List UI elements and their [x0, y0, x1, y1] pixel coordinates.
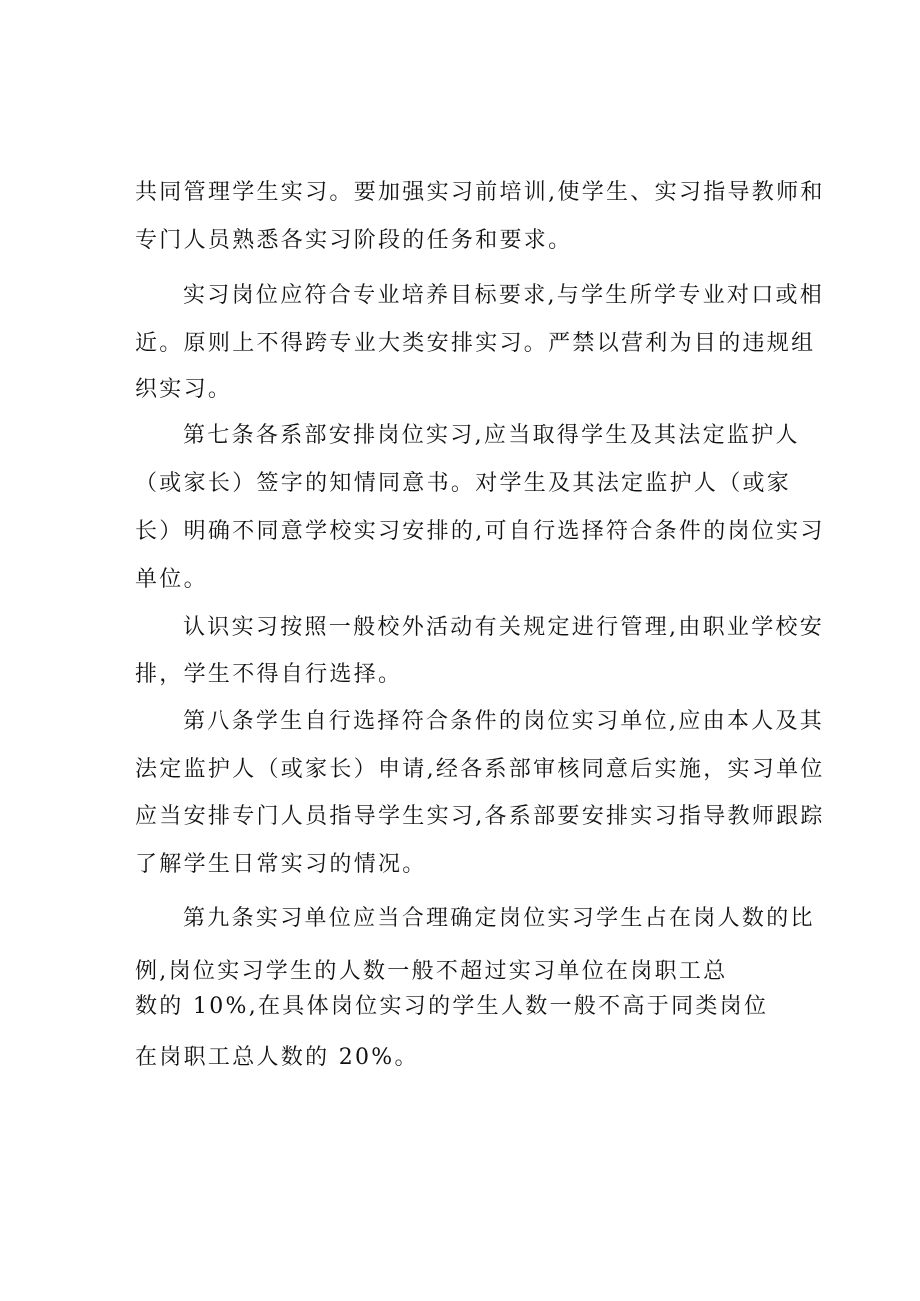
paragraph-line: 数的 10%,在具体岗位实习的学生人数一般不高于同类岗位 — [135, 994, 769, 1019]
paragraph-line: 例,岗位实习学生的人数一般不超过实习单位在岗职工总 — [135, 959, 728, 984]
paragraph-line: 法定监护人（或家长）申请,经各系部审核同意后实施，实习单位 — [135, 757, 825, 782]
paragraph-line: 第九条实习单位应当合理确定岗位实习学生占在岗人数的比 — [183, 906, 815, 931]
paragraph-line: 专门人员熟悉各实习阶段的任务和要求。 — [135, 228, 573, 253]
paragraph-line: 在岗职工总人数的 20%。 — [135, 1045, 419, 1070]
paragraph-line: 应当安排专门人员指导学生实习,各系部要安排实习指导教师跟踪 — [135, 804, 825, 829]
paragraph-line: 实习岗位应符合专业培养目标要求,与学生所学专业对口或相 — [183, 283, 825, 308]
paragraph-line: 长）明确不同意学校实习安排的,可自行选择符合条件的岗位实习 — [135, 519, 825, 544]
paragraph-line: 排，学生不得自行选择。 — [135, 662, 403, 687]
paragraph-line: 第七条各系部安排岗位实习,应当取得学生及其法定监护人 — [183, 423, 800, 448]
paragraph-line: 近。原则上不得跨专业大类安排实习。严禁以营利为目的违规组 — [135, 331, 816, 356]
paragraph-line: 了解学生日常实习的情况。 — [135, 852, 427, 877]
paragraph-line: 共同管理学生实习。要加强实习前培训,使学生、实习指导教师和 — [135, 180, 825, 205]
paragraph-line: 单位。 — [135, 567, 208, 592]
paragraph-line: 认识实习按照一般校外活动有关规定进行管理,由职业学校安 — [183, 615, 825, 640]
paragraph-line: 第八条学生自行选择符合条件的岗位实习单位,应由本人及其 — [183, 709, 825, 734]
paragraph-line: （或家长）签字的知情同意书。对学生及其法定监护人（或家 — [135, 471, 792, 496]
paragraph-line: 织实习。 — [135, 377, 233, 402]
